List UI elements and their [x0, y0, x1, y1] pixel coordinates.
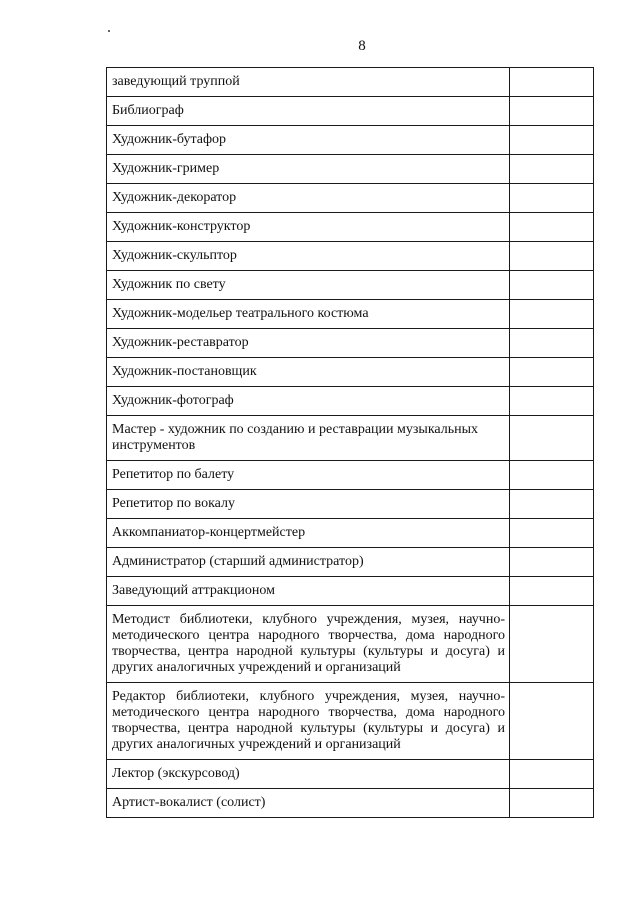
position-title-cell: Методист библиотеки, клубного учреждения, музея, научно-методического центра народного творчества, дома народного творчества, центра народной культуры (культуры и досуга) и других аналогичных учреждений и организаций: [107, 606, 510, 683]
table-row: [107, 300, 594, 329]
blank-cell: [510, 358, 594, 387]
position-title-cell: Художник-бутафор: [107, 126, 510, 155]
table-row: [107, 329, 594, 358]
blank-cell: [510, 606, 594, 683]
position-title-cell: Художник-декоратор: [107, 184, 510, 213]
position-title-cell: Художник-конструктор: [107, 213, 510, 242]
table-row: [107, 519, 594, 548]
blank-cell: [510, 519, 594, 548]
position-title-cell: Заведующий аттракционом: [107, 577, 510, 606]
blank-cell: [510, 760, 594, 789]
position-title-cell: Библиограф: [107, 97, 510, 126]
table-row: [107, 789, 594, 818]
blank-cell: [510, 490, 594, 519]
blank-cell: [510, 577, 594, 606]
blank-cell: [510, 155, 594, 184]
blank-cell: [510, 126, 594, 155]
blank-cell: [510, 184, 594, 213]
position-title-cell: Художник-постановщик: [107, 358, 510, 387]
position-title-cell: Художник-гример: [107, 155, 510, 184]
position-title-cell: Редактор библиотеки, клубного учреждения, музея, научно-методического центра народного творчества, дома народного творчества, центра народной культуры (культуры и досуга) и других аналогичных учреждений и организаций: [107, 683, 510, 760]
table-row: [107, 490, 594, 519]
blank-cell: [510, 97, 594, 126]
position-title-cell: Художник-скульптор: [107, 242, 510, 271]
blank-cell: [510, 416, 594, 461]
table-row: [107, 68, 594, 97]
position-title-cell: Художник-фотограф: [107, 387, 510, 416]
position-title-cell: Репетитор по вокалу: [107, 490, 510, 519]
blank-cell: [510, 387, 594, 416]
blank-cell: [510, 68, 594, 97]
blank-cell: [510, 683, 594, 760]
table-row: [107, 184, 594, 213]
position-title-cell: Репетитор по балету: [107, 461, 510, 490]
position-title-cell: заведующий труппой: [107, 68, 510, 97]
blank-cell: [510, 548, 594, 577]
position-title-cell: Аккомпаниатор-концертмейстер: [107, 519, 510, 548]
table-row: [107, 155, 594, 184]
table-row: [107, 683, 594, 760]
table-row: [107, 606, 594, 683]
table-row: [107, 461, 594, 490]
blank-cell: [510, 789, 594, 818]
table-row: [107, 548, 594, 577]
blank-cell: [510, 300, 594, 329]
table-row: [107, 358, 594, 387]
table-row: [107, 97, 594, 126]
page-number: 8: [358, 38, 366, 54]
blank-cell: [510, 329, 594, 358]
position-title-cell: Художник по свету: [107, 271, 510, 300]
table-row: [107, 126, 594, 155]
table-row: [107, 387, 594, 416]
blank-cell: [510, 213, 594, 242]
table-row: [107, 577, 594, 606]
table-row: [107, 213, 594, 242]
position-title-cell: Мастер - художник по созданию и реставрации музыкальных инструментов: [107, 416, 510, 461]
blank-cell: [510, 271, 594, 300]
position-title-cell: Лектор (экскурсовод): [107, 760, 510, 789]
table-row: [107, 271, 594, 300]
position-title-cell: Администратор (старший администратор): [107, 548, 510, 577]
table-row: [107, 760, 594, 789]
positions-table-body: [107, 68, 594, 818]
blank-cell: [510, 461, 594, 490]
table-row: [107, 416, 594, 461]
positions-table: [106, 67, 594, 818]
position-title-cell: Художник-реставратор: [107, 329, 510, 358]
position-title-cell: Художник-модельер театрального костюма: [107, 300, 510, 329]
scan-speck: [108, 30, 110, 32]
position-title-cell: Артист-вокалист (солист): [107, 789, 510, 818]
table-row: [107, 242, 594, 271]
blank-cell: [510, 242, 594, 271]
